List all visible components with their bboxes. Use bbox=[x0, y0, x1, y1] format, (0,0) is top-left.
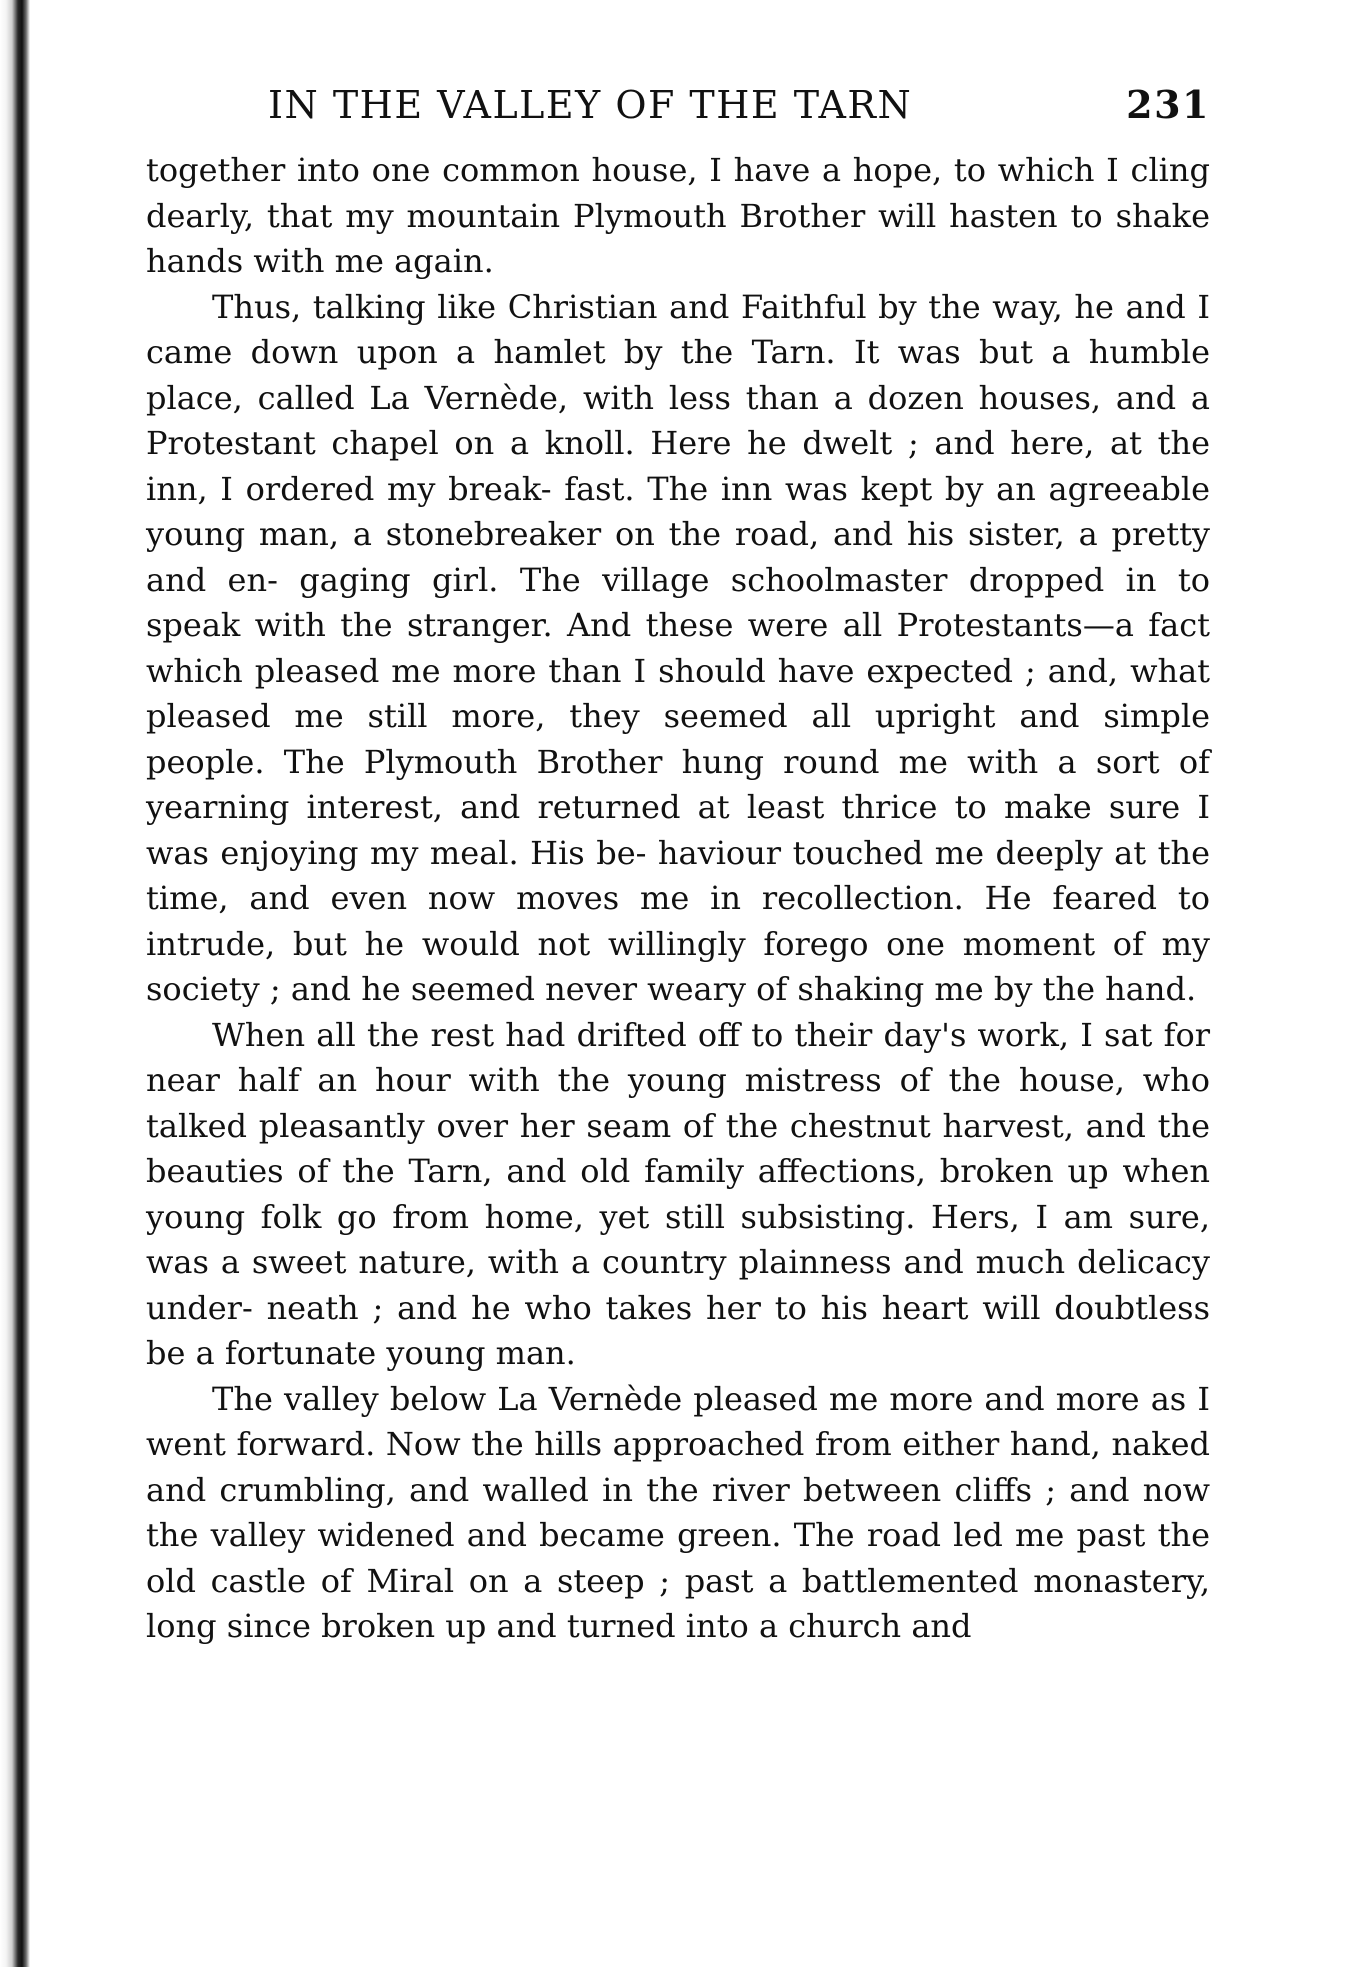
paragraph: The valley below La Vernède pleased me more and more as I went forward. Now the hills approached from either hand, naked and crumbling, and walled in the river between cliffs ; and now the valley widened and became green. The road led me past the old castle of Miral on a steep ; past a battlemented monastery, long since broken up and turned into a church and bbox=[146, 1379, 1210, 1645]
running-header bbox=[146, 82, 1210, 148]
body-text bbox=[146, 148, 1210, 1650]
paragraph-continued: together into one common house, I have a hope, to which I cling dearly, that my mountain Plymouth Brother will hasten to shake hands with me again. bbox=[146, 151, 1210, 280]
paragraph: When all the rest had drifted off to their day's work, I sat for near half an hour with the young mistress of the house, who talked pleasantly over her seam of the chestnut harvest, and the beauties of the Tarn, and old family affections, broken up when young folk go from home, yet still subsisting. Hers, I am sure, was a sweet nature, with a country plainness and much delicacy under- neath ; and he who takes her to his heart will doubtless be a fortunate young man. bbox=[146, 1015, 1210, 1372]
book-page bbox=[146, 82, 1210, 1650]
page-binding-edge bbox=[0, 0, 30, 1967]
page-number: 231 bbox=[1126, 82, 1210, 127]
running-title: IN THE VALLEY OF THE TARN bbox=[268, 83, 913, 127]
paragraph: Thus, talking like Christian and Faithful by the way, he and I came down upon a hamlet by the Tarn. It was but a humble place, called La Vernède, with less than a dozen houses, and a Protestant chapel on a knoll. Here he dwelt ; and here, at the inn, I ordered my break- fast. The inn was kept by an agreeable young man, a stonebreaker on the road, and his sister, a pretty and en- gaging girl. The village schoolmaster dropped in to speak with the stranger. And these were all Protestants—a fact which pleased me more than I should have expected ; and, what pleased me still more, they seemed all upright and simple people. The Plymouth Brother hung round me with a sort of yearning interest, and returned at least thrice to make sure I was enjoying my meal. His be- haviour touched me deeply at the time, and even now moves me in recollection. He feared to intrude, but he would not willingly forego one moment of my society ; and he seemed never weary of shaking me by the hand. bbox=[146, 287, 1210, 1008]
